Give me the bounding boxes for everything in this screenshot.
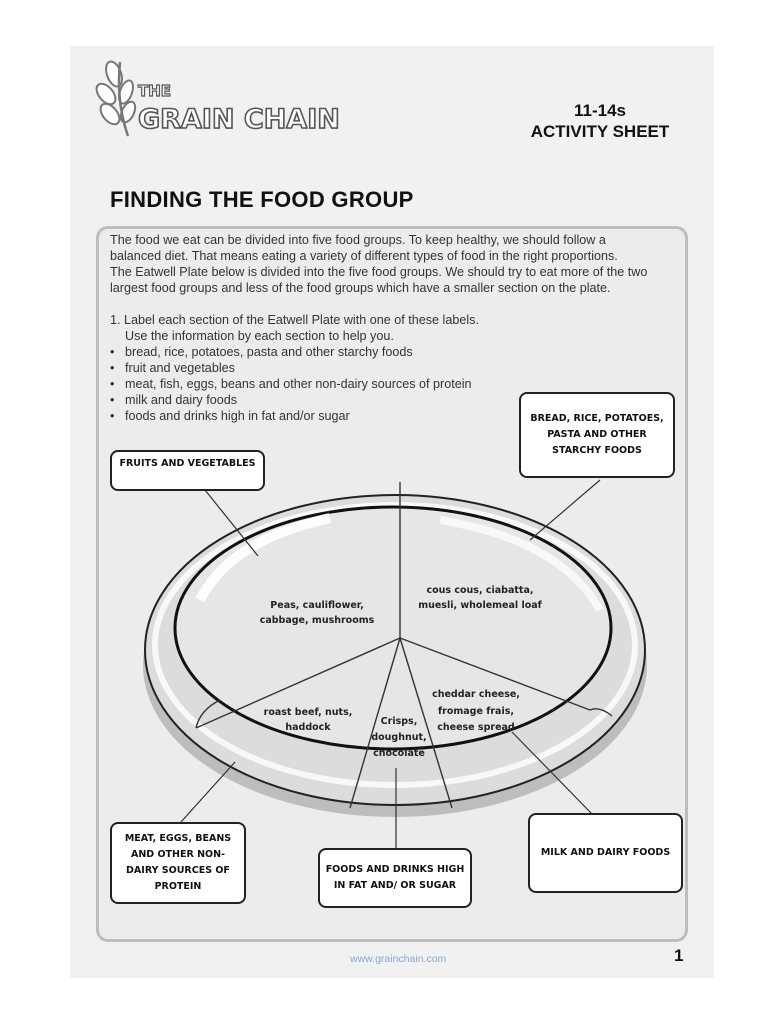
food-line: Crisps, — [380, 716, 418, 727]
food-line: cheese spread — [437, 722, 515, 733]
label-line: AND OTHER NON- — [130, 849, 226, 860]
intro-line: The Eatwell Plate below is divided into the five food groups. We should try to eat more of the two — [110, 265, 648, 279]
food-line: cous cous, ciabatta, — [426, 585, 534, 596]
food-line: fromage frais, — [438, 705, 514, 717]
label-line: PROTEIN — [154, 881, 202, 892]
label-box-meat[interactable] — [110, 822, 246, 904]
food-text-sugar — [366, 714, 432, 762]
list-item: • bread, rice, potatoes, pasta and other starchy foods — [110, 344, 530, 360]
label-box-bread[interactable] — [519, 392, 675, 478]
label-line: BREAD, RICE, POTATOES, — [530, 413, 664, 424]
instruction-line: 1. Label each section of the Eatwell Plate with one of these labels. — [110, 313, 479, 327]
food-line: doughnut, — [371, 732, 427, 743]
sheet-type: ACTIVITY SHEET — [530, 122, 670, 141]
logo-the-text: THE — [138, 82, 172, 100]
label-box-milk[interactable] — [528, 813, 683, 893]
page-number: 1 — [674, 946, 684, 965]
label-text — [530, 411, 663, 459]
list-item: • milk and dairy foods — [110, 392, 530, 408]
list-item: • meat, fish, eggs, beans and other non-dairy sources of protein — [110, 376, 530, 392]
label-line: IN FAT AND/ OR SUGAR — [333, 880, 457, 891]
label-text: FRUITS AND VEGETABLES — [119, 457, 256, 469]
logo-main-text: GRAIN CHAIN — [138, 104, 340, 135]
footer-url-link[interactable]: www.grainchain.com — [350, 953, 447, 965]
food-text-protein — [258, 705, 358, 735]
label-box-fat[interactable] — [318, 848, 472, 908]
food-line: haddock — [285, 722, 331, 733]
list-item: • fruit and vegetables — [110, 360, 530, 376]
food-text-dairy — [424, 687, 528, 737]
label-text — [326, 862, 465, 894]
food-line: roast beef, nuts, — [263, 707, 353, 718]
plate-inner — [175, 507, 611, 749]
intro-line: balanced diet. That means eating a variety of different types of food in the right proportions. — [110, 249, 618, 263]
label-box-fruits[interactable] — [110, 450, 265, 491]
food-line: Peas, cauliflower, — [270, 600, 364, 611]
label-line: FOODS AND DRINKS HIGH — [325, 864, 465, 875]
food-text-starch — [410, 583, 550, 613]
page-title: FINDING THE FOOD GROUP — [110, 187, 414, 212]
food-text-veg — [252, 598, 382, 628]
instruction-line: Use the information by each section to help you. — [125, 329, 394, 343]
list-item: • foods and drinks high in fat and/or sugar — [110, 408, 530, 424]
label-line: MEAT, EGGS, BEANS — [124, 833, 232, 844]
food-line: muesli, wholemeal loaf — [418, 600, 542, 611]
label-text: MILK AND DAIRY FOODS — [540, 847, 671, 858]
intro-line: largest food groups and less of the food groups which have a smaller section on the plate. — [110, 281, 611, 295]
label-line: PASTA AND OTHER — [547, 429, 647, 440]
food-line: cheddar cheese, — [432, 689, 520, 700]
label-text — [125, 831, 231, 895]
age-range: 11-14s — [574, 101, 626, 120]
food-line: chocolate — [373, 748, 425, 759]
food-line: cabbage, mushrooms — [259, 615, 375, 626]
intro-line: The food we eat can be divided into five food groups. To keep healthy, we should follow a — [110, 233, 606, 247]
label-line: STARCHY FOODS — [552, 445, 642, 456]
label-line: DAIRY SOURCES OF — [126, 865, 230, 876]
